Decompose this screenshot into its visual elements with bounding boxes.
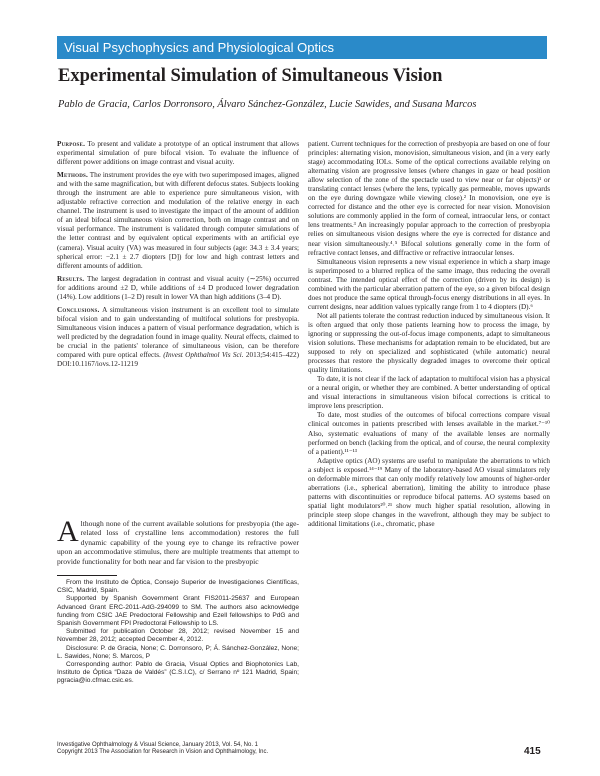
corresponding-author-note: Corresponding author: Pablo de Gracia, Visual Optics and Biophotonics Lab, Instituto de Óptica “Daza de Valdés” (C.S.I.C), c/ Serrano nº 121 Madrid, Spain; pgracia@io.cfmac.csic.es. <box>57 661 299 685</box>
introduction <box>57 515 299 566</box>
right-column <box>308 140 550 529</box>
citation-doi: 2013;54:415–422) DOI:10.1167/iovs.12-11219 <box>57 351 300 369</box>
body-paragraph: To date, it is not clear if the lack of adaptation to multifocal vision has a physical or a neural origin, or whether they are combined. A better understanding of optical and visual interactions in simultaneous vision bifocal corrections is critical to improve lens prescription. <box>308 375 550 411</box>
affiliation-note: From the Instituto de Óptica, Consejo Superior de Investigaciones Científicas, CSIC, Madrid, Spain. <box>57 579 299 595</box>
purpose-text: To present and validate a prototype of an optical instrument that allows experimental simulation of pure bifocal vision. To evaluate the influence of different power additions on image contrast and visual acuity. <box>57 140 300 167</box>
body-paragraph: patient. Current techniques for the correction of presbyopia are based on one of four principles: alternating vision, monovision, simultaneous vision, and (in a very early stage) accommodating IOLs. Some of the optical corrections available relying on alternating vision are progressive lenses (where changes in gaze or head position allow selection of the zone of the spectacle used to view near or far objects)¹ or translating contact lenses (where the lens, typically gas permeable, moves upwards on the eye during downgaze while viewing close).² In monovision, one eye is corrected for distance and the other eye is corrected for near vision. Monovision solutions are commonly applied in the form of corneal, intraocular lens, or contact lens treatments.³ An increasingly popular approach to the correction of presbyopia relies on simultaneous vision designs where the eye is corrected for distance and near vision simultaneously.⁴˒⁵ Bifocal solutions generally come in the form of refractive contact lenses, and diffractive or refractive intraocular lenses. <box>308 140 550 257</box>
body-paragraph: To date, most studies of the outcomes of bifocal corrections compare visual clinical outcomes in patients prescribed with lenses available in the market.⁷⁻¹⁰ Also, systematic evaluations of many of the available lenses are normally performed on bench (lacking from the optical, and of course, the neural complexity of a patient).¹¹⁻¹³ <box>308 411 550 456</box>
footnotes <box>57 579 299 686</box>
purpose-label: Purpose. <box>57 140 86 148</box>
abstract-conclusions <box>57 306 299 369</box>
author-list: Pablo de Gracia, Carlos Dorronsoro, Álvaro Sánchez-González, Lucie Sawides, and Susana Marcos <box>58 99 477 110</box>
results-label: Results. <box>57 274 85 283</box>
intro-text: lthough none of the current available solutions for presbyopia (the age-related loss of crystalline lens accommodation) restores the full dynamic capability of the young eye to change its refractive power upon an accommodative stimulus, there are multiple treatments that attempt to provide functionality for both near and far vision to the presbyopic <box>57 519 299 566</box>
results-text: The largest degradation in contrast and visual acuity (∼25%) occurred for additions around ±2 D, while additions of ±4 D produced lower degradation (14%). Low additions (1–2 D) result in lower VA than high additions (3–4 D). <box>57 274 300 301</box>
conclusions-text: A simultaneous vision instrument is an excellent tool to simulate bifocal vision and to gain understanding of multifocal solutions for presbyopia. Simultaneous vision induces a pattern of visual performance degradation, which is well predicted by the degradation found in image quality. Neural effects, claimed to be crucial in the patients' tolerance of simultaneous vision, can be therefore compared with pure optical effects. <box>57 305 299 360</box>
body-paragraph: Adaptive optics (AO) systems are useful to manipulate the aberrations to which a subject is exposed.¹⁴⁻¹⁹ Many of the laboratory-based AO visual simulators rely on deformable mirrors that can only modify relatively low amounts of higher-order aberrations (i.e., spherical aberration), limiting the ability to introduce phase patterns with discontinuities or reproduce bifocal patterns. AO systems based on spatial light modulators²⁰˒²¹ show much higher spatial resolution, allowing in principle steep slope changes in the wavefront, although they may be subject to additional limitations (i.e., chromatic, phase <box>308 456 550 528</box>
abstract-methods <box>57 171 299 271</box>
funding-note: Supported by Spanish Government Grant FIS2011-25637 and European Advanced Grant ERC-2011-AdG-294099 to SM. The authors also acknowledge funding from CSIC JAE Predoctoral Fellowship and Ezell fellowships to PdG and Spanish Government FPI Predoctoral Fellowship to LS. <box>57 595 299 628</box>
journal-footer <box>57 742 477 757</box>
submission-note: Submitted for publication October 28, 2012; revised November 15 and November 28, 2012; accepted December 4, 2012. <box>57 628 299 644</box>
journal-issue: Investigative Ophthalmology & Visual Science, January 2013, Vol. 54, No. 1 <box>57 742 259 748</box>
disclosure-note: Disclosure: P. de Gracia, None; C. Dorronsoro, P; Á. Sánchez-González, None; L. Sawides, None; S. Marcos, P <box>57 644 299 660</box>
abstract-purpose <box>57 140 299 167</box>
abstract-results <box>57 275 299 302</box>
body-paragraph: Simultaneous vision represents a new visual experience in which a sharp image is superimposed to a blurred replica of the same image, thus reducing the overall contrast. The intended optical effect of the correction (driven by its design) is combined with the particular aberration pattern of the eye, so a given bifocal design does not produce the same optical through-focus energy distributions in all eyes. In current designs, near addition values typically range from 1 to 4 diopters (D).⁶ <box>308 257 550 311</box>
section-band: Visual Psychophysics and Physiological Optics <box>57 36 547 59</box>
article-title: Experimental Simulation of Simultaneous Vision <box>58 66 443 86</box>
drop-cap: A <box>57 515 79 548</box>
abstract <box>57 140 299 373</box>
conclusions-label: Conclusions. <box>57 305 100 314</box>
methods-text: The instrument provides the eye with two superimposed images, aligned and with the same magnification, but with different defocus states. Subjects looking through the instrument are able to experience pure simultaneous vision, with adjustable refractive correction and modulation of the relative energy in each channel. The instrument is used to investigate the impact of the amount of addition of an ideal bifocal simultaneous vision correction, both on image contrast and on visual performance. The instrument is validated through computer simulations of the letter contrast and by equivalent optical experiments with an artificial eye (camera). Visual acuity (VA) was measured in four subjects (age: 34.3 ± 3.4 years; spherical error: −2.1 ± 2.7 diopters [D]) for low and high contrast letters and different amounts of addition. <box>57 171 299 270</box>
footnote-rule <box>57 575 117 576</box>
methods-label: Methods. <box>57 171 89 180</box>
page-number: 415 <box>524 746 541 757</box>
journal-abbrev: (Invest Ophthalmol Vis Sci. <box>163 351 244 360</box>
copyright-line: Copyright 2013 The Association for Research in Vision and Ophthalmology, Inc. <box>57 749 269 756</box>
body-paragraph: Not all patients tolerate the contrast reduction induced by simultaneous vision. It is often argued that only those patients learning how to process the image, by ignoring or suppressing the out-of-focus image components, adapt to simultaneous vision solutions. These mechanisms for adaptation remain to be elucidated, but are supposed to rely on specialized and sophisticated (while automatic) neural processes that restore the physically degraded images to overcome their optical quality limitations. <box>308 311 550 375</box>
